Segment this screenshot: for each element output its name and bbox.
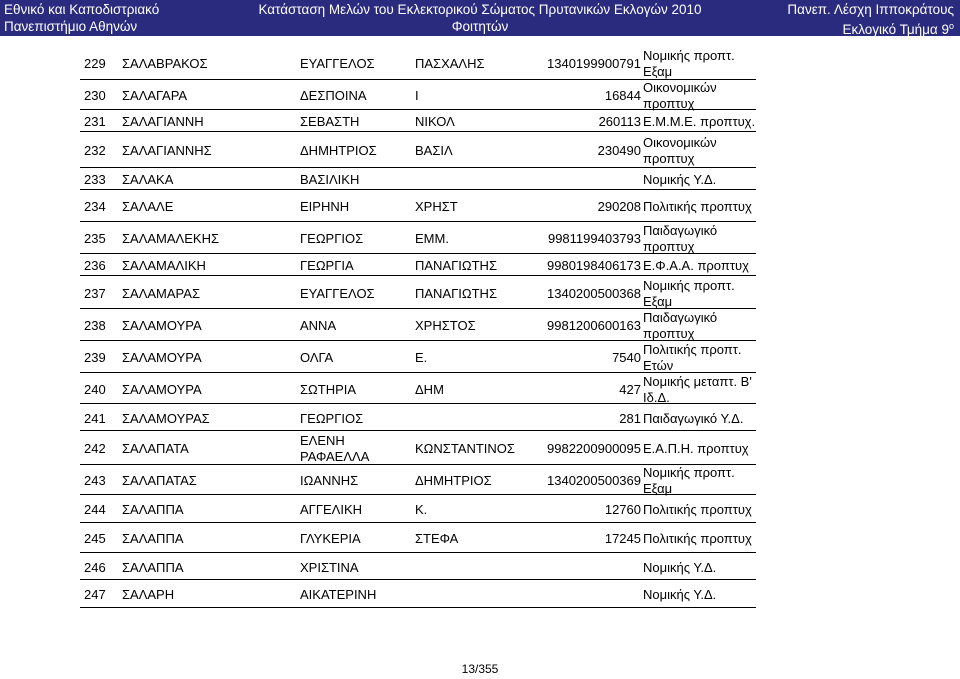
table-row	[0, 465, 960, 495]
table-row	[0, 168, 960, 190]
registration-code: 16844	[604, 88, 641, 103]
table-row	[0, 276, 960, 309]
school: Πολιτικής προπτυχ	[643, 199, 752, 214]
table-row	[0, 110, 960, 132]
school: Νομικής Υ.Δ.	[643, 587, 717, 602]
first-name: ΒΑΣΙΛΙΚΗ	[300, 172, 360, 187]
row-number: 242	[84, 441, 106, 456]
table-row	[0, 553, 960, 580]
father-name: ΠΑΝΑΓΙΩΤΗΣ	[415, 258, 497, 273]
table-row	[0, 373, 960, 404]
father-name: ΠΑΣΧΑΛΗΣ	[415, 56, 485, 71]
polling-location: Πανεπ. Λέσχη Ιπποκράτους	[787, 2, 954, 17]
row-divider	[80, 607, 756, 608]
university-name-line1: Εθνικό και Καποδιστριακό	[4, 2, 160, 17]
surname: ΣΑΛΑΜΑΡΑΣ	[122, 286, 200, 301]
school-line2: προπτυχ	[643, 239, 695, 254]
table-row	[0, 495, 960, 523]
first-name: ΓΕΩΡΓΙΟΣ	[300, 231, 364, 246]
father-name: ΣΤΕΦΑ	[415, 531, 459, 546]
father-name: ΔΗΜ	[415, 382, 444, 397]
surname: ΣΑΛΑΓΙΑΝΝΗ	[122, 114, 204, 129]
father-name: ΝΙΚΟΛ	[415, 114, 455, 129]
registration-code: 1340200500369	[547, 473, 641, 488]
surname: ΣΑΛΑΠΠΑ	[122, 531, 184, 546]
father-name: ΧΡΗΣΤΟΣ	[415, 318, 476, 333]
table-row	[0, 341, 960, 373]
first-name: ΣΕΒΑΣΤΗ	[300, 114, 360, 129]
row-number: 236	[84, 258, 106, 273]
school-line2: προπτυχ	[643, 326, 695, 341]
table-row	[0, 523, 960, 553]
row-number: 231	[84, 114, 106, 129]
surname: ΣΑΛΑΜΑΛΕΚΗΣ	[122, 231, 220, 246]
first-name: ΑΝΝΑ	[300, 318, 337, 333]
father-name: Ι	[415, 88, 419, 103]
registration-code: 290208	[597, 199, 641, 214]
first-name-line2: ΡΑΦΑΕΛΛΑ	[300, 449, 370, 464]
table-row	[0, 46, 960, 80]
registration-code: 9980198406173	[547, 258, 641, 273]
father-name: ΠΑΝΑΓΙΩΤΗΣ	[415, 286, 497, 301]
row-number: 240	[84, 382, 106, 397]
registration-code: 9981199403793	[547, 231, 641, 246]
table-row	[0, 222, 960, 254]
row-number: 244	[84, 502, 106, 517]
row-number: 247	[84, 587, 106, 602]
page-header	[0, 0, 960, 36]
surname: ΣΑΛΑΠΑΤΑΣ	[122, 473, 197, 488]
surname: ΣΑΛΑΓΑΡΑ	[122, 88, 188, 103]
row-number: 243	[84, 473, 106, 488]
school-line1: Νομικής προπτ.	[643, 48, 735, 63]
row-number: 232	[84, 143, 106, 158]
polling-section-ordinal: ο	[948, 21, 954, 31]
school-line2: προπτυχ	[643, 96, 695, 111]
school: Νομικής Υ.Δ.	[643, 172, 717, 187]
polling-section-label: Εκλογικό Τμήμα 9	[842, 22, 949, 37]
school-line1: Οικονομικών	[643, 80, 717, 95]
surname: ΣΑΛΑΓΙΑΝΝΗΣ	[122, 143, 212, 158]
surname: ΣΑΛΑΠΑΤΑ	[122, 441, 189, 456]
registration-code: 7540	[612, 350, 641, 365]
table-row	[0, 254, 960, 276]
school-line1: Οικονομικών	[643, 135, 717, 150]
father-name: ΕΜΜ.	[415, 231, 449, 246]
surname: ΣΑΛΑΠΠΑ	[122, 502, 184, 517]
document-title: Κατάσταση Μελών του Εκλεκτορικού Σώματος Πρυτανικών Εκλογών 2010	[258, 2, 702, 17]
table-row	[0, 190, 960, 222]
table-row	[0, 404, 960, 431]
school: Πολιτικής προπτυχ	[643, 502, 752, 517]
polling-section	[842, 18, 954, 38]
school-line1: Νομικής μεταπτ. Β'	[643, 374, 752, 389]
father-name: ΚΩΝΣΤΑΝΤΙΝΟΣ	[415, 441, 515, 456]
row-number: 238	[84, 318, 106, 333]
surname: ΣΑΛΑΛΕ	[122, 199, 174, 214]
first-name: ΔΗΜΗΤΡΙΟΣ	[300, 143, 377, 158]
table-row	[0, 80, 960, 110]
school-line2: Ιδ.Δ.	[643, 390, 670, 405]
school-line1: Νομικής προπτ.	[643, 465, 735, 480]
first-name: ΟΛΓΑ	[300, 350, 334, 365]
row-number: 237	[84, 286, 106, 301]
school: Πολιτικής προπτυχ	[643, 531, 752, 546]
registration-code: 281	[619, 411, 641, 426]
school-line1: Νομικής προπτ.	[643, 278, 735, 293]
first-name: ΑΓΓΕΛΙΚΗ	[300, 502, 363, 517]
school: Νομικής Υ.Δ.	[643, 560, 717, 575]
father-name: ΒΑΣΙΛ	[415, 143, 453, 158]
first-name: ΙΩΑΝΝΗΣ	[300, 473, 359, 488]
row-number: 229	[84, 56, 106, 71]
row-number: 246	[84, 560, 106, 575]
registration-code: 230490	[597, 143, 641, 158]
registration-code: 12760	[604, 502, 641, 517]
school-line2: προπτυχ	[643, 151, 695, 166]
surname: ΣΑΛΑΚΑ	[122, 172, 174, 187]
table-row	[0, 132, 960, 168]
first-name: ΔΕΣΠΟΙΝΑ	[300, 88, 367, 103]
surname: ΣΑΛΑΒΡΑΚΟΣ	[122, 56, 208, 71]
registration-code: 9981200600163	[547, 318, 641, 333]
first-name: ΓΕΩΡΓΙΑ	[300, 258, 354, 273]
first-name: ΓΛΥΚΕΡΙΑ	[300, 531, 361, 546]
surname: ΣΑΛΑΜΟΥΡΑΣ	[122, 411, 210, 426]
registration-code: 1340199900791	[547, 56, 641, 71]
first-name: ΧΡΙΣΤΙΝΑ	[300, 560, 359, 575]
row-number: 239	[84, 350, 106, 365]
first-name: ΕΥΑΓΓΕΛΟΣ	[300, 286, 375, 301]
first-name: ΕΥΑΓΓΕΛΟΣ	[300, 56, 375, 71]
row-number: 235	[84, 231, 106, 246]
school-line2: Ετών	[643, 358, 674, 373]
registration-code: 260113	[598, 114, 641, 129]
first-name: ΣΩΤΗΡΙΑ	[300, 382, 357, 397]
registration-code: 9982200900095	[547, 441, 641, 456]
father-name: ΔΗΜΗΤΡΙΟΣ	[415, 473, 492, 488]
row-number: 245	[84, 531, 106, 546]
table-row	[0, 431, 960, 465]
first-name-line1: ΕΛΕΝΗ	[300, 433, 345, 448]
registration-code: 427	[619, 382, 641, 397]
father-name: Ε.	[415, 350, 428, 365]
surname: ΣΑΛΑΠΠΑ	[122, 560, 184, 575]
school-line1: Παιδαγωγικό	[643, 310, 718, 325]
table-row	[0, 309, 960, 341]
school: Ε.Μ.Μ.Ε. προπτυχ.	[643, 114, 756, 129]
registration-code: 17245	[604, 531, 641, 546]
school-line2: Εξαμ	[643, 294, 673, 309]
surname: ΣΑΛΑΜΟΥΡΑ	[122, 350, 202, 365]
row-number: 233	[84, 172, 106, 187]
school-line1: Παιδαγωγικό	[643, 223, 718, 238]
surname: ΣΑΛΑΡΗ	[122, 587, 175, 602]
school-line2: Εξαμ	[643, 64, 673, 79]
document-subtitle: Φοιτητών	[451, 19, 509, 34]
father-name: Κ.	[415, 502, 428, 517]
surname: ΣΑΛΑΜΟΥΡΑ	[122, 382, 202, 397]
row-number: 230	[84, 88, 106, 103]
university-name-line2: Πανεπιστήμιο Αθηνών	[4, 19, 138, 34]
school-line2: Εξαμ	[643, 481, 673, 496]
school: Ε.Α.Π.Η. προπτυχ	[643, 441, 749, 456]
father-name: ΧΡΗΣΤ	[415, 199, 458, 214]
page-number: 13/355	[461, 662, 499, 676]
school: Ε.Φ.Α.Α. προπτυχ	[643, 258, 749, 273]
first-name: ΕΙΡΗΝΗ	[300, 199, 350, 214]
surname: ΣΑΛΑΜΑΛΙΚΗ	[122, 258, 206, 273]
table-row	[0, 580, 960, 608]
first-name: ΓΕΩΡΓΙΟΣ	[300, 411, 364, 426]
school: Παιδαγωγικό Υ.Δ.	[643, 411, 744, 426]
school-line1: Πολιτικής προπτ.	[643, 342, 742, 357]
row-number: 241	[84, 411, 106, 426]
row-number: 234	[84, 199, 106, 214]
first-name: ΑΙΚΑΤΕΡΙΝΗ	[300, 587, 377, 602]
registration-code: 1340200500368	[547, 286, 641, 301]
surname: ΣΑΛΑΜΟΥΡΑ	[122, 318, 202, 333]
